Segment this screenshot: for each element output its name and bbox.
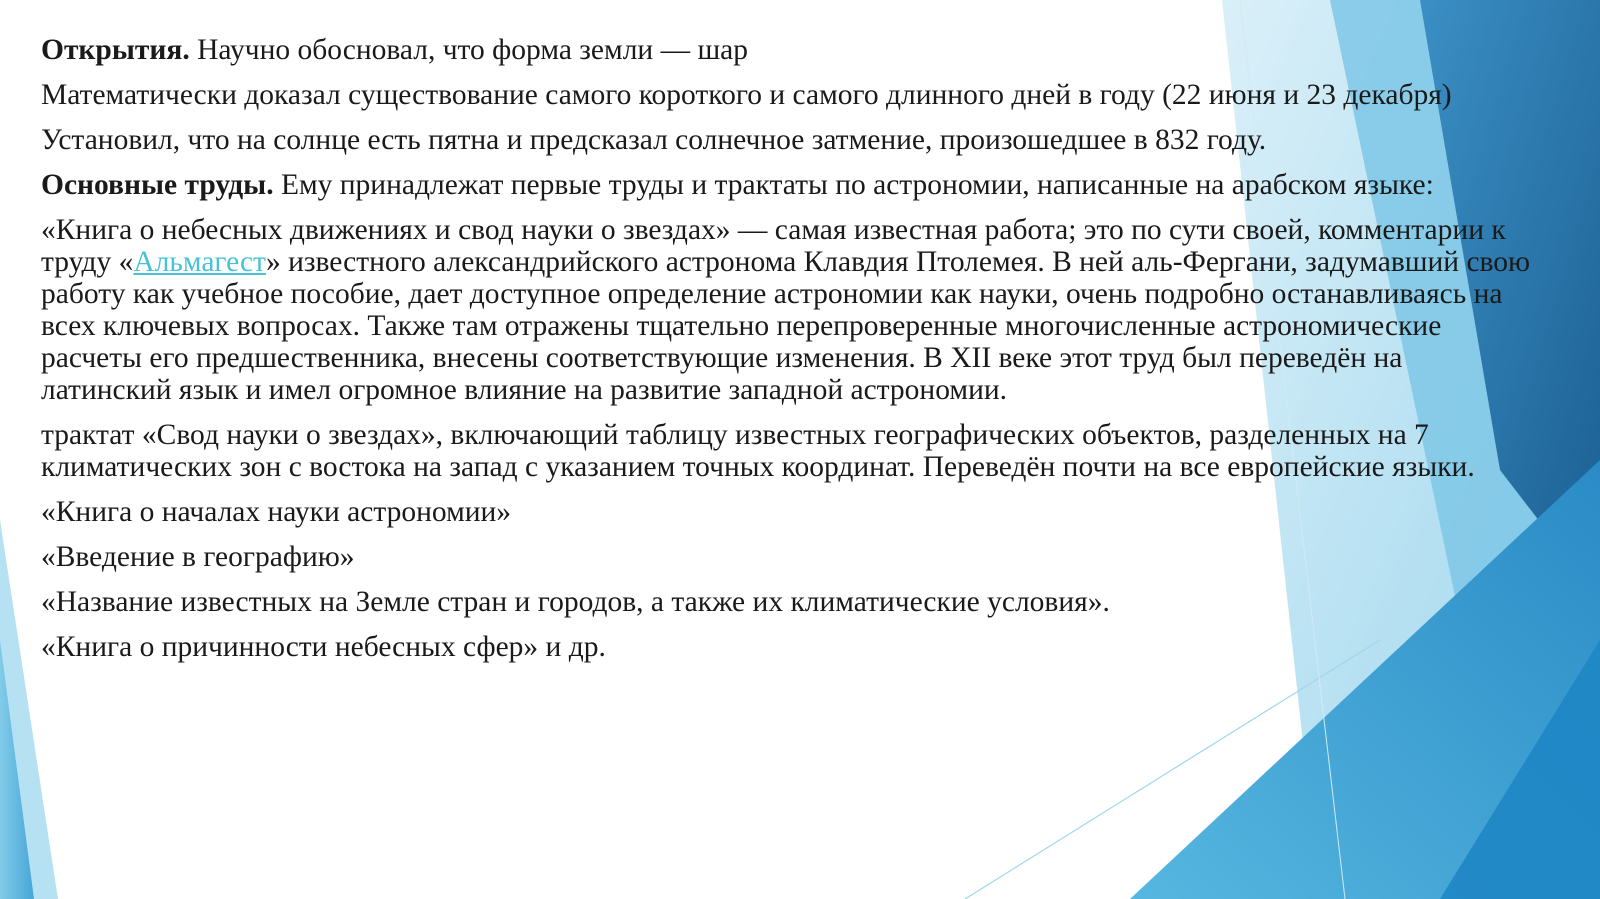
list-item-book-beginnings bbox=[41, 496, 1531, 528]
heading-discoveries: Открытия. bbox=[41, 34, 190, 66]
paragraph-treatise bbox=[41, 419, 1531, 483]
paragraph-text: трактат «Свод науки о звездах», включающий таблицу известных географических объектов, разделенных на 7 климатических зон с востока на запад с указанием точных координат. Переведён почти на все европейские языки. bbox=[41, 419, 1475, 483]
paragraph-text: Математически доказал существование самого короткого и самого длинного дней в году (22 июня и 23 декабря) bbox=[41, 79, 1452, 111]
paragraph-text: Ему принадлежат первые труды и трактаты по астрономии, написанные на арабском языке: bbox=[273, 169, 1434, 201]
paragraph-text: Установил, что на солнце есть пятна и предсказал солнечное затмение, произошедшее в 832 году. bbox=[41, 124, 1267, 156]
paragraph-main-works bbox=[41, 169, 1531, 201]
paragraph-discoveries bbox=[41, 34, 1531, 66]
paragraph-sunspots bbox=[41, 124, 1531, 156]
paragraph-book-celestial-motions bbox=[41, 214, 1531, 406]
list-item-countries-cities bbox=[41, 586, 1531, 618]
paragraph-text: » известного александрийского астронома Клавдия Птолемея. В ней аль-Фергани, задумавший свою работу как учебное пособие, дает доступное определение астрономии как науки, очень подробно останавливаясь на всех ключевых вопросах. Также там отражены тщательно перепроверенные многочисленные астрономические расчеты его предшественника, внесены соответствующие изменения. В XII веке этот труд был переведён на латинский язык и имел огромное влияние на развитие западной астрономии. bbox=[41, 246, 1531, 406]
paragraph-text: «Книга о причинности небесных сфер» и др. bbox=[41, 631, 606, 663]
paragraph-text: «Книга о началах науки астрономии» bbox=[41, 496, 512, 528]
paragraph-solstice bbox=[41, 79, 1531, 111]
paragraph-text: «Введение в географию» bbox=[41, 541, 355, 573]
paragraph-text: «Книга о небесных движениях и свод науки о звездах» — самая известная работа; это по сути своей, комментарии к труду « bbox=[41, 214, 1506, 278]
paragraph-text: «Название известных на Земле стран и городов, а также их климатические условия». bbox=[41, 586, 1110, 618]
slide-body bbox=[41, 34, 1531, 676]
list-item-celestial-spheres bbox=[41, 631, 1531, 663]
almagest-link[interactable]: Альмагест bbox=[133, 246, 266, 278]
heading-main-works: Основные труды. bbox=[41, 169, 274, 201]
list-item-intro-geography bbox=[41, 541, 1531, 573]
paragraph-text: Научно обосновал, что форма земли — шар bbox=[189, 34, 749, 66]
